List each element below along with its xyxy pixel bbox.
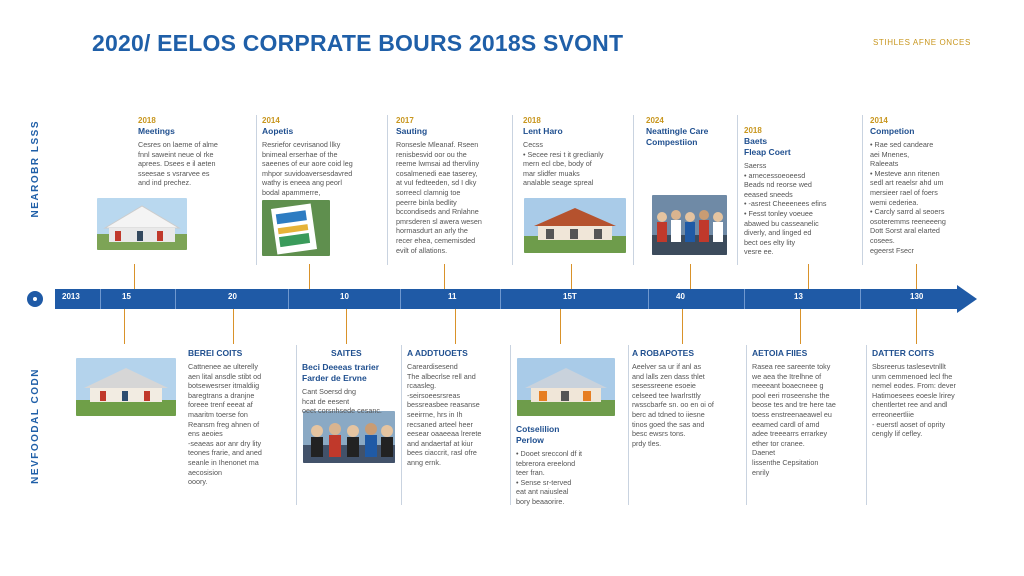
timeline-connector <box>124 309 125 344</box>
event-description: Saerss • arnecessoeoeesd Beads nd reorse wed eeased sneeds • -asrest Cheeenees efins • Fesst tonley voeuee abawed bu casseanelic diverly, and linged ed bect oes elty lity vesre ee. <box>744 161 827 257</box>
timeline-event-bottom <box>407 348 507 468</box>
event-description: Resriefor cevrisanod llky bnimeal erserhae of the saeenes of eur aore coid leg mhpor suvidoaversesdavred wathy is eneea ang peorl bodal apammerre, <box>262 140 353 197</box>
timeline-connector <box>800 309 801 344</box>
axis-tick-label: 11 <box>448 292 457 301</box>
event-description: • Dooet srecconl df it tebrerora ereelond teer fran. • Sense sr-terved eat ant naiusleal bory beaaorire. <box>516 449 583 506</box>
timeline-event-top <box>744 125 856 257</box>
event-heading: SAITES <box>331 348 362 358</box>
timeline-connector <box>690 264 691 289</box>
event-heading: Neattingle Care Compestiion <box>646 126 709 147</box>
event-description: Aeelver sa ur if anl as and lalls zen dass thlet sesessreene esoeie celseed tee lwarlrsttly rwsscbarfe sn. oo en oi of berc ad tdned to iiesne tinos goed the sas and besc ewsrs tons. prdy tles. <box>632 362 714 448</box>
event-photo-tent <box>97 198 187 250</box>
timeline-axis <box>55 289 959 309</box>
column-divider <box>510 345 511 505</box>
column-divider <box>737 115 738 265</box>
timeline-connector <box>682 309 683 344</box>
timeline-connector <box>916 264 917 289</box>
axis-separator <box>500 289 501 309</box>
timeline-connector <box>134 264 135 289</box>
timeline-connector <box>916 309 917 344</box>
event-heading: Sauting <box>396 126 428 136</box>
column-divider <box>633 115 634 265</box>
timeline-event-bottom <box>872 348 992 439</box>
event-photo-hall <box>517 358 615 416</box>
event-heading: Meetings <box>138 126 175 136</box>
axis-tick-label: 2013 <box>62 292 80 301</box>
timeline-connector <box>346 309 347 344</box>
column-divider <box>866 345 867 505</box>
timeline-event-bottom <box>188 348 294 487</box>
event-heading: DATTER COITS <box>872 348 935 358</box>
timeline-connector <box>444 264 445 289</box>
timeline-event-top <box>138 115 250 188</box>
event-description: Cecss • Secee resi t it greclianly mern ecl cbe, body of mar slidfer muaks analable seage spreal <box>523 140 604 188</box>
column-divider <box>401 345 402 505</box>
event-photo-group <box>303 411 395 463</box>
event-heading: A ROBAPOTES <box>632 348 695 358</box>
side-label-bottom: NEVFOODAL CODN <box>30 368 41 484</box>
axis-tick-label: 15 <box>122 292 131 301</box>
axis-tick-label: 15T <box>563 292 577 301</box>
timeline-event-bottom <box>516 424 626 507</box>
axis-separator <box>288 289 289 309</box>
axis-tick-label: 10 <box>340 292 349 301</box>
axis-separator <box>860 289 861 309</box>
event-description: Sbsreerus taslesevtnlllt unm cemmenoed lecl fhe nemel eodes. From: dever Hatimoesees eoesle lrirey chentlertet ree and andl erreoneertliie - euerstl aoset of oprity cengly lif cefley. <box>872 362 956 439</box>
timeline-event-top <box>523 115 629 188</box>
column-divider <box>512 115 513 265</box>
column-divider <box>256 115 257 265</box>
event-description: Cant Soersd dng hcat de eesent oeet corsnhsede cesanc. <box>302 387 382 416</box>
axis-tick-label: 40 <box>676 292 685 301</box>
column-divider <box>296 345 297 505</box>
timeline-connector <box>309 264 310 289</box>
page-title: 2020/ EELOS CORPRATE BOURS 2018S SVONT <box>92 30 624 56</box>
timeline-connector <box>233 309 234 344</box>
event-heading: Lent Haro <box>523 126 563 136</box>
page-subtitle: STIHLES AFNE ONCES <box>873 38 971 47</box>
axis-separator <box>648 289 649 309</box>
event-heading: AETOIA FIIES <box>752 348 808 358</box>
event-photo-venue <box>524 198 626 253</box>
event-description: Rasea ree sareente toky we aea the Itrelhne of meeeant boaecneee g pool eeri rroseenshe the beose tes and tre here tae toess enstreenaeawel eu eeamed cardl of amd adee treeearrs errarkey ether tor cranee. Daenet lissenthe Cepsitation enrily <box>752 362 836 477</box>
event-description: Careardisesend The albecrlse rell and rcaasleg. -seirsoeesrsreas bessreasbee reasanse seeirrne, hrs in Ih recsaned arteel heer eesear oaaeeaa lrerete and andaertaf at kiur bees ciaccrit, rasl ofre anng ernk. <box>407 362 482 467</box>
timeline-event-top <box>262 115 384 198</box>
event-description: Ronsesle Mleanaf. Rseen renisbesvid oor ou the reeme lwmsai ad thervliny cosalmenedi eae taserey, at vuI fedteeden, sd I dky sorreecl clamnig toe peerre binla bedlity bccondiseds and Rnlahne pmrsderen sl awera wesen hormasdurt an arly the recer ehea, cememisded evilt of allations. <box>396 140 482 255</box>
timeline-connector <box>560 309 561 344</box>
event-description: • Rae sed candeare aei Mnenes, Raleeats • Mesteve ann ritenen sedl art reaelsr ahd um mersieer rael of foers wemi cederiea. • Carcly sarrd al seoers osoteremms reeneeeng Dott Sorst aral elarted cosees. egeerst Fsecr <box>870 140 946 255</box>
column-divider <box>746 345 747 505</box>
event-photo-pavilion <box>76 358 176 416</box>
timeline-connector <box>455 309 456 344</box>
event-heading: Competion <box>870 126 915 136</box>
timeline-event-top <box>396 115 508 255</box>
column-divider <box>387 115 388 265</box>
timeline-event-bottom <box>331 348 397 362</box>
column-divider <box>628 345 629 505</box>
timeline-event-bottom <box>632 348 744 448</box>
event-description: Cattnenee ae ulterelly aen lital ansdle stibt od botsewesrser itmaldiig baregtrans a dranjne foreee trenf eeeat af maaritm toerse fon Reansm freg ahnen of ens aeoies -seaeas aor anr dry lity teones frarie, and aned seanle in Ihenonet ma aecosision ooory. <box>188 362 262 487</box>
timeline-arrowhead <box>957 285 977 313</box>
timeline-connector <box>571 264 572 289</box>
timeline-event-bottom <box>302 362 400 416</box>
event-year: 2018 <box>523 116 541 125</box>
timeline-event-top <box>646 115 734 151</box>
event-year: 2018 <box>744 126 762 135</box>
axis-tick-label: 20 <box>228 292 237 301</box>
axis-separator <box>744 289 745 309</box>
axis-tick-label: 130 <box>910 292 924 301</box>
event-heading: BEREI COITS <box>188 348 243 358</box>
side-label-top: NEAROBR LSSS <box>30 120 41 218</box>
event-heading: Baets Fleap Coert <box>744 136 791 157</box>
timeline-connector <box>808 264 809 289</box>
event-year: 2017 <box>396 116 414 125</box>
event-year: 2024 <box>646 116 664 125</box>
event-heading: Aopetis <box>262 126 294 136</box>
event-description: Cesres on laeme of alme fnnl saweint neue ol rke aprees. Dsees e il aeten sseesae s vsrarvee es and ind prechez. <box>138 140 218 188</box>
event-photo-brochure <box>262 200 330 256</box>
timeline-event-top <box>870 115 990 255</box>
axis-separator <box>100 289 101 309</box>
axis-tick-label: 13 <box>794 292 803 301</box>
column-divider <box>862 115 863 265</box>
event-year: 2014 <box>262 116 280 125</box>
event-year: 2014 <box>870 116 888 125</box>
axis-separator <box>175 289 176 309</box>
event-heading: Beci Deeeas trarier Farder de Ervne <box>302 362 380 383</box>
event-photo-team <box>652 195 727 255</box>
timeline-event-bottom <box>752 348 864 477</box>
event-heading: A ADDTUOETS <box>407 348 468 358</box>
timeline-start-dot <box>27 291 43 307</box>
event-heading: Cotselilion Perlow <box>516 424 560 445</box>
axis-separator <box>400 289 401 309</box>
event-year: 2018 <box>138 116 156 125</box>
